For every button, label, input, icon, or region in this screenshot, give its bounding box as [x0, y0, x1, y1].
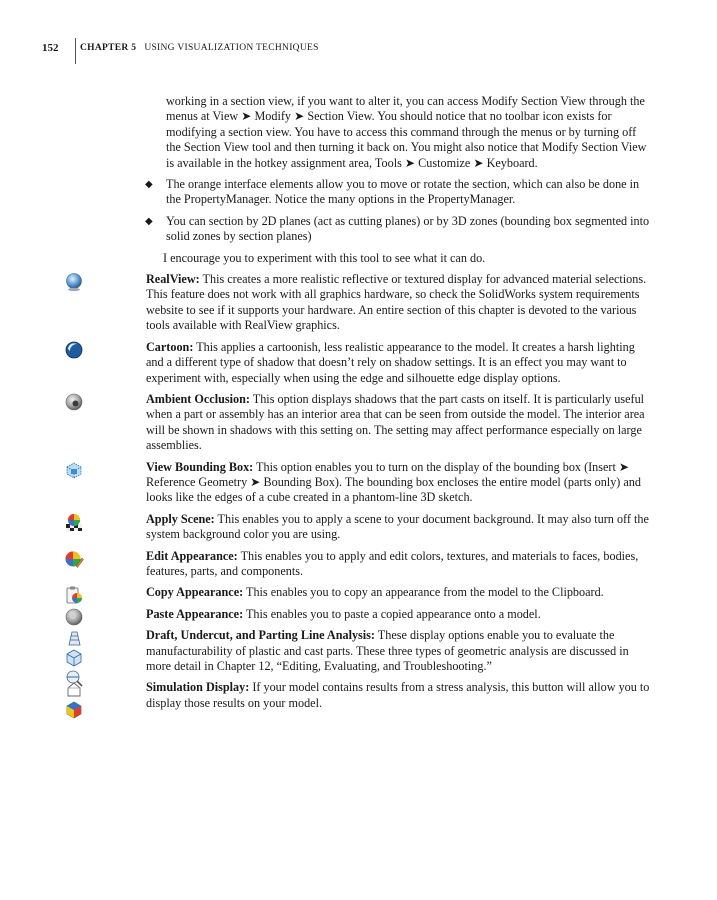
entry-paste-appearance: [146, 607, 654, 622]
realview-icon: [64, 272, 84, 292]
draft-analysis-icon: [64, 628, 84, 648]
intro-paragraph: I encourage you to experiment with this tool to see what it can do.: [163, 250, 486, 265]
undercut-analysis-icon: [64, 648, 84, 668]
entry-text: These display options enable you to evaluate the manufacturability of plastic and cast parts. These three types of geometric analysis are discussed in more detail in Chapter 12, “Editing, Evaluating, and Troubleshooting.”: [146, 628, 629, 673]
bullet-diamond-icon: ◆: [145, 179, 153, 191]
entry-text: This option enables you to turn on the display of the bounding box (Insert ➤ Reference Geometry ➤ Bounding Box). The bounding box encloses the entire model (parts only) and looks like the edges of a cube created in a phantom-line 3D sketch.: [146, 459, 641, 505]
entry-text: This creates a more realistic reflective or textured display for advanced material selections. This feature does not work with all graphics hardware, so check the SolidWorks system requirements website to see if it supports your hardware. An entire section of this chapter is devoted to the various tools available with RealView graphics.: [146, 272, 647, 333]
bullet-list: [0, 177, 717, 245]
entry-text: This applies a cartoonish, less realistic appearance to the model. It creates a harsh lighting and a different type of shadow that doesn’t rely on shadow settings. It is an effect you may want to experiment with, especially when using the edge and silhouette edge display options.: [146, 339, 635, 385]
header-divider: [75, 38, 76, 64]
entry-term: Copy Appearance:: [146, 585, 244, 600]
entry-realview: [146, 272, 654, 334]
bullet-text: You can section by 2D planes (act as cutting planes) or by 3D zones (bounding box segmented into solid zones by section planes): [166, 213, 650, 244]
chapter-heading: [80, 43, 319, 53]
entry-text: This enables you to copy an appearance from the model to the Clipboard.: [243, 585, 604, 600]
chapter-label: CHAPTER 5: [80, 43, 137, 53]
entry-ambient-occlusion: [146, 392, 654, 454]
entry-term: Draft, Undercut, and Parting Line Analysis:: [146, 628, 375, 643]
chapter-title: USING VISUALIZATION TECHNIQUES: [144, 43, 319, 53]
cartoon-icon: [64, 340, 84, 360]
simulation-display-icon: [64, 700, 84, 720]
entry-view-bounding-box: [146, 460, 654, 506]
simulation-outline-icon: [64, 680, 84, 700]
entry-cartoon: [146, 340, 654, 386]
entry-text: This option displays shadows that the part casts on itself. It is particularly useful when a part or assembly has an interior area that can be seen from outside the model. The interior area will be shown in shadows with this setting on. The setting may affect performance especially on large assemblies.: [146, 391, 645, 453]
entry-term: Ambient Occlusion:: [146, 391, 250, 406]
running-header: [0, 38, 717, 64]
analysis-icon-group: [64, 628, 84, 688]
entry-text: This enables you to paste a copied appearance onto a model.: [243, 606, 541, 621]
entry-text: This enables you to apply a scene to your document background. It may also turn off the system background color you are using.: [146, 511, 649, 542]
ambient-occlusion-icon: [64, 392, 84, 412]
apply-scene-icon: [64, 512, 84, 532]
entry-term: Apply Scene:: [146, 511, 215, 526]
page-body: [0, 94, 717, 717]
page-number: 152: [42, 42, 59, 54]
bounding-box-icon: [64, 460, 84, 480]
entry-simulation-display: [146, 680, 654, 711]
entry-text: If your model contains results from a stress analysis, this button will allow you to display those results on your model.: [146, 680, 650, 710]
continuation-paragraph: working in a section view, if you want to alter it, you can access Modify Section View through the menus at View ➤ Modify ➤ Section View. You should notice that no toolbar icon exists for modifying a section view. You have to access this command through the menus or by turning off the Section View tool and then turning it back on. You might also notice that Modify Section View is available in the hotkey assignment area, Tools ➤ Customize ➤ Keyboard.: [166, 94, 647, 170]
entry-apply-scene: [146, 512, 654, 543]
bullet-item: [145, 177, 652, 208]
paste-appearance-icon: [64, 607, 84, 627]
entry-copy-appearance: [146, 585, 654, 600]
entry-edit-appearance: [146, 549, 654, 580]
entry-term: Simulation Display:: [146, 680, 250, 695]
bullet-diamond-icon: ◆: [145, 215, 153, 227]
entry-draft-undercut-parting-line: [146, 628, 654, 674]
entry-text: This enables you to apply and edit colors, textures, and materials to faces, bodies, features, parts, and components.: [146, 548, 639, 578]
copy-appearance-icon: [64, 585, 84, 605]
edit-appearance-icon: [64, 549, 84, 569]
entry-term: Paste Appearance:: [146, 606, 244, 621]
bullet-text: The orange interface elements allow you to move or rotate the section, which can also be done in the PropertyManager. Notice the many options in the PropertyManager.: [166, 177, 640, 207]
entry-term: Edit Appearance:: [146, 548, 238, 563]
bullet-item: [145, 213, 652, 245]
simulation-icon-group: [64, 680, 84, 720]
entry-term: View Bounding Box:: [146, 459, 254, 474]
entry-term: RealView:: [146, 272, 200, 287]
entry-term: Cartoon:: [146, 339, 194, 354]
